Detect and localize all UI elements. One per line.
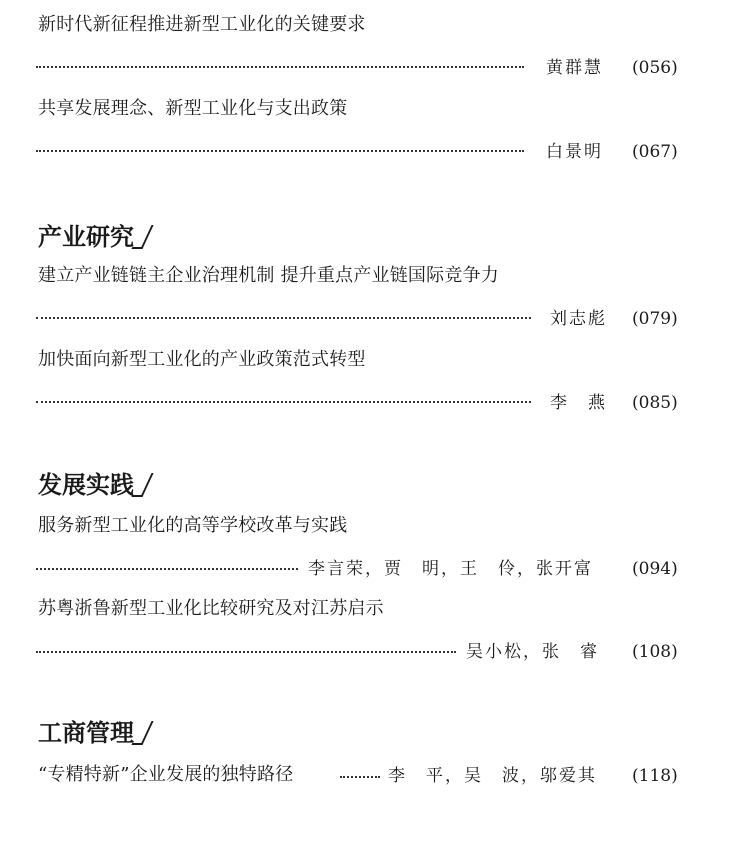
article-title[interactable]: 苏粤浙鲁新型工业化比较研究及对江苏启示 <box>38 598 384 619</box>
article-authors: 黄群慧 <box>546 58 603 78</box>
article-authors: 吴小松，张 睿 <box>466 642 599 662</box>
dot-leader <box>340 774 380 778</box>
section-heading-mark <box>131 721 153 745</box>
dot-leader <box>36 148 524 152</box>
page-number: (118) <box>632 766 678 786</box>
dot-leader <box>36 649 456 653</box>
section-heading-mark <box>131 473 153 497</box>
article-authors: 李言荣，贾 明，王 伶，张开富 <box>308 559 593 579</box>
section-heading-mark <box>131 225 153 249</box>
page-number: (085) <box>632 393 678 413</box>
article-title[interactable]: 加快面向新型工业化的产业政策范式转型 <box>38 349 366 370</box>
dot-leader <box>36 315 531 319</box>
dot-leader <box>36 566 298 570</box>
dot-leader <box>36 64 524 68</box>
section-heading: 产业研究 <box>38 223 134 251</box>
article-authors: 白景明 <box>546 142 603 162</box>
article-authors: 李 燕 <box>550 393 607 413</box>
page-number: (094) <box>632 559 678 579</box>
article-authors: 刘志彪 <box>550 309 607 329</box>
dot-leader <box>36 399 531 403</box>
page-number: (067) <box>632 142 678 162</box>
article-title[interactable]: “专精特新”企业发展的独特路径 <box>38 764 294 785</box>
article-authors: 李 平，吴 波，邬爱其 <box>388 766 597 786</box>
page-number: (056) <box>632 58 678 78</box>
section-heading: 发展实践 <box>38 471 134 499</box>
page-number: (079) <box>632 309 678 329</box>
article-title[interactable]: 共享发展理念、新型工业化与支出政策 <box>38 98 348 119</box>
section-heading: 工商管理 <box>38 719 134 747</box>
article-title[interactable]: 服务新型工业化的高等学校改革与实践 <box>38 515 348 536</box>
page-number: (108) <box>632 642 678 662</box>
article-title[interactable]: 新时代新征程推进新型工业化的关键要求 <box>38 14 366 35</box>
article-title[interactable]: 建立产业链链主企业治理机制 提升重点产业链国际竞争力 <box>38 265 499 286</box>
